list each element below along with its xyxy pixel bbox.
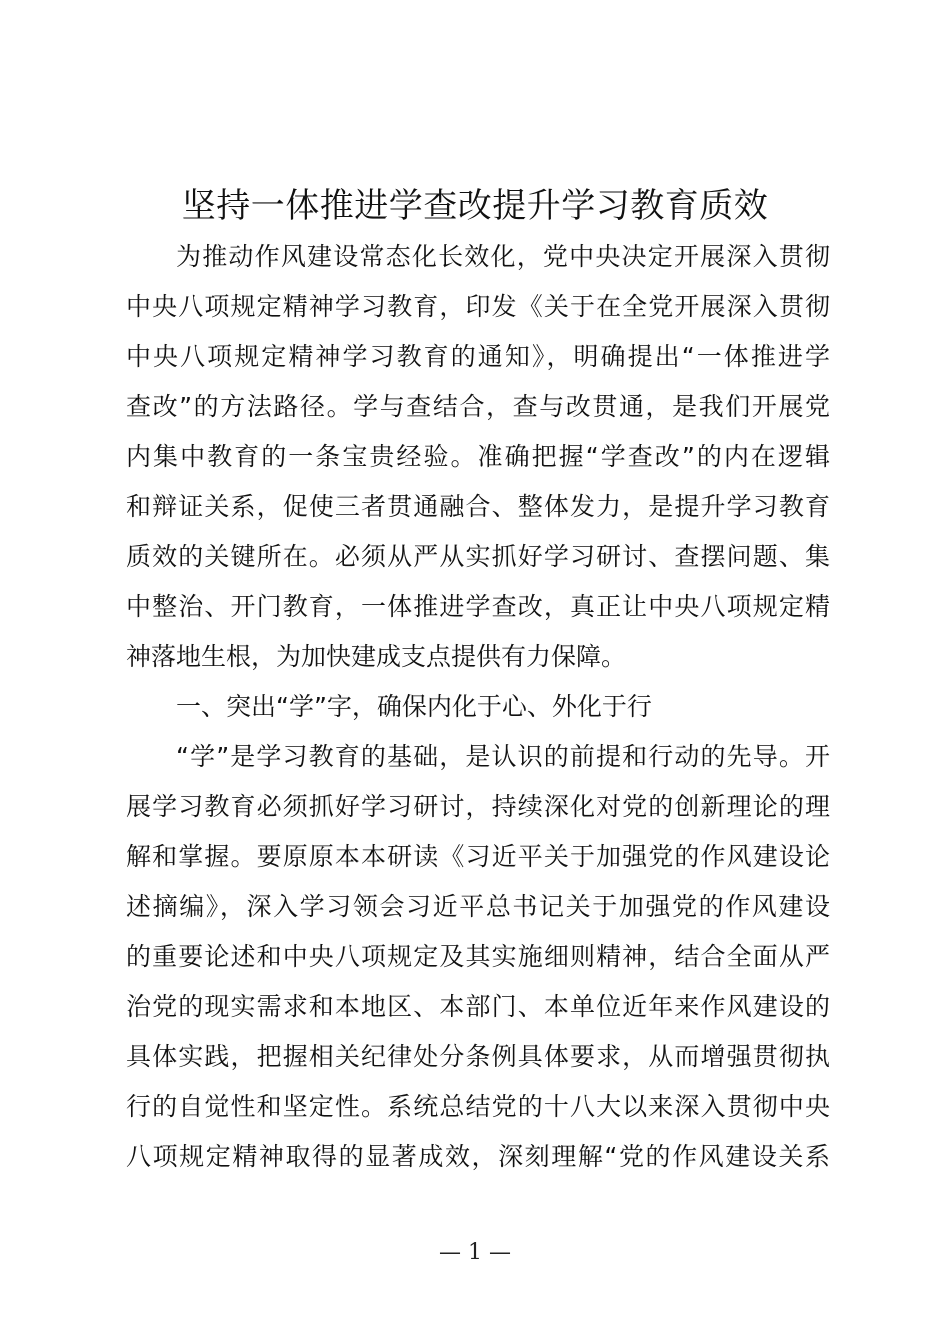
paragraph-line: 述摘编》，深入学习领会习近平总书记关于加强党的作风建设 [126, 892, 830, 921]
document-body [126, 232, 830, 1182]
paragraph-line: 质效的关键所在。必须从严从实抓好学习研讨、查摆问题、集 [126, 542, 830, 571]
document-title: 坚持一体推进学查改提升学习教育质效 [181, 186, 769, 226]
paragraph-line: “学”是学习教育的基础，是认识的前提和行动的先导。开 [176, 742, 830, 771]
paragraph-line: 具体实践，把握相关纪律处分条例具体要求，从而增强贯彻执 [126, 1042, 830, 1071]
paragraph-line: 中央八项规定精神学习教育的通知》，明确提出“一体推进学 [126, 342, 830, 371]
paragraph-line: 治党的现实需求和本地区、本部门、本单位近年来作风建设的 [126, 992, 830, 1021]
paragraph-line: 的重要论述和中央八项规定及其实施细则精神，结合全面从严 [126, 942, 830, 971]
paragraph-line: 中央八项规定精神学习教育，印发《关于在全党开展深入贯彻 [126, 292, 830, 321]
paragraph-line: 和辩证关系，促使三者贯通融合、整体发力，是提升学习教育 [126, 492, 830, 521]
paragraph-line: 展学习教育必须抓好学习研讨，持续深化对党的创新理论的理 [126, 792, 830, 821]
section-heading: 一、突出“学”字，确保内化于心、外化于行 [176, 692, 652, 721]
paragraph-line: 行的自觉性和坚定性。系统总结党的十八大以来深入贯彻中央 [126, 1092, 830, 1121]
paragraph-line: 查改”的方法路径。学与查结合，查与改贯通，是我们开展党 [126, 392, 830, 421]
paragraph-line: 内集中教育的一条宝贵经验。准确把握“学查改”的内在逻辑 [126, 442, 830, 471]
paragraph-intro [126, 232, 830, 682]
paragraph-line: 为推动作风建设常态化长效化，党中央决定开展深入贯彻 [176, 242, 830, 271]
paragraph-line: 神落地生根，为加快建成支点提供有力保障。 [126, 642, 627, 671]
page-number: — 1 — [439, 1240, 511, 1265]
paragraph-study [126, 732, 830, 1182]
paragraph-line: 中整治、开门教育，一体推进学查改，真正让中央八项规定精 [126, 592, 830, 621]
paragraph-line: 解和掌握。要原原本本研读《习近平关于加强党的作风建设论 [126, 842, 830, 871]
paragraph-line: 八项规定精神取得的显著成效，深刻理解“党的作风建设关系 [126, 1142, 830, 1171]
